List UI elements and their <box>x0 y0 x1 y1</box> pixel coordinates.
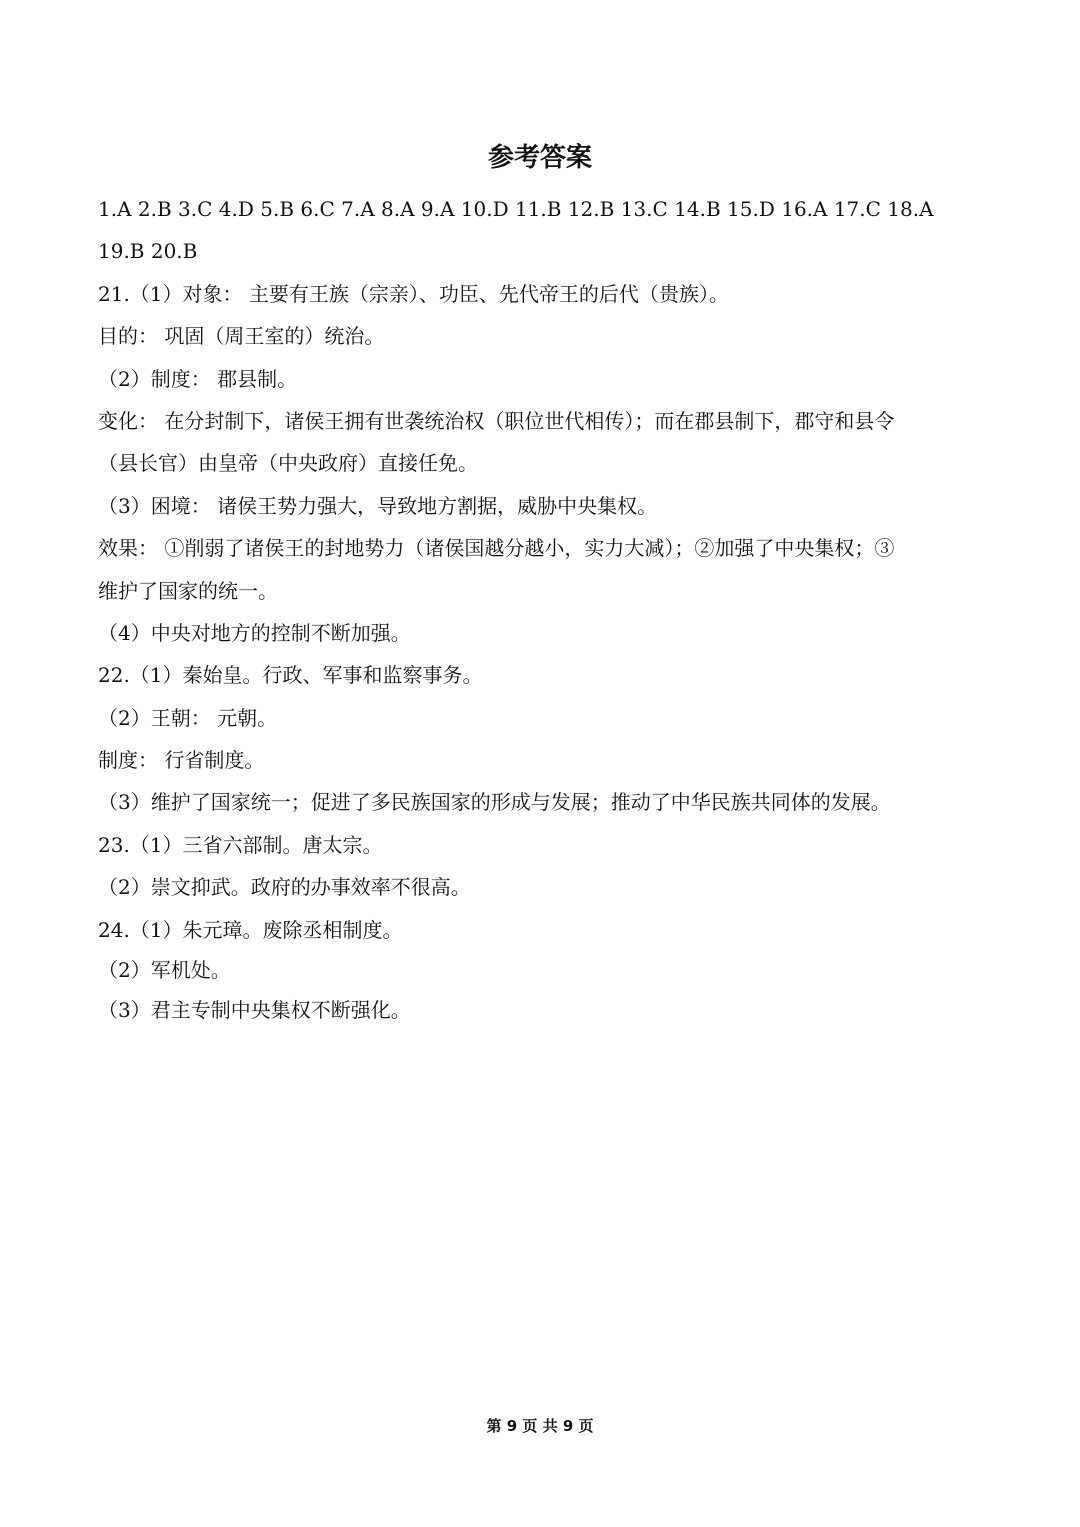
answer-line-mc-1: 1.A 2.B 3.C 4.D 5.B 6.C 7.A 8.A 9.A 10.D 11.B 12.B 13.C 14.B 15.D 16.A 17.C 18.A <box>98 197 934 221</box>
answer-line-24-2: （2）军机处。 <box>98 958 231 983</box>
answer-line-21-2-change: 变化： 在分封制下，诸侯王拥有世袭统治权（职位世代相传）；而在郡县制下，郡守和县令 <box>98 408 895 433</box>
answer-line-24-3: （3）君主专制中央集权不断强化。 <box>98 998 411 1023</box>
answer-line-mc-2: 19.B 20.B <box>98 239 198 264</box>
page-footer: 第 9 页 共 9 页 <box>486 1417 594 1435</box>
answer-line-21-1-target: 21.（1）对象： 主要有王族（宗亲）、功臣、先代帝王的后代（贵族）。 <box>98 281 729 306</box>
answer-line-21-2-system: （2）制度： 郡县制。 <box>98 366 298 391</box>
answer-line-21-3-dilemma: （3）困境： 诸侯王势力强大，导致地方割据，威胁中央集权。 <box>98 493 658 518</box>
answer-line-22-3: （3）维护了国家统一；促进了多民族国家的形成与发展；推动了中华民族共同体的发展。 <box>98 790 891 815</box>
answer-line-21-2-change-cont: （县长官）由皇帝（中央政府）直接任免。 <box>98 451 478 476</box>
answer-line-23-1: 23.（1）三省六部制。唐太宗。 <box>98 832 383 857</box>
answer-line-22-2-system: 制度： 行省制度。 <box>98 748 265 773</box>
answer-line-21-3-effect-cont: 维护了国家的统一。 <box>98 578 278 603</box>
answer-body <box>98 188 988 1031</box>
answer-line-23-2: （2）崇文抑武。政府的办事效率不很高。 <box>98 875 471 900</box>
answer-line-22-1: 22.（1）秦始皇。行政、军事和监察事务。 <box>98 663 483 688</box>
answer-line-22-2-dynasty: （2）王朝： 元朝。 <box>98 705 278 730</box>
answer-line-21-3-effect: 效果： ①削弱了诸侯王的封地势力（诸侯国越分越小，实力大减）；②加强了中央集权；③ <box>98 536 895 561</box>
answer-line-24-1: 24.（1）朱元璋。废除丞相制度。 <box>98 917 403 942</box>
page-title: 参考答案 <box>487 143 592 173</box>
answer-line-21-4: （4）中央对地方的控制不断加强。 <box>98 620 411 645</box>
answer-line-21-1-purpose: 目的： 巩固（周王室的）统治。 <box>98 324 385 349</box>
